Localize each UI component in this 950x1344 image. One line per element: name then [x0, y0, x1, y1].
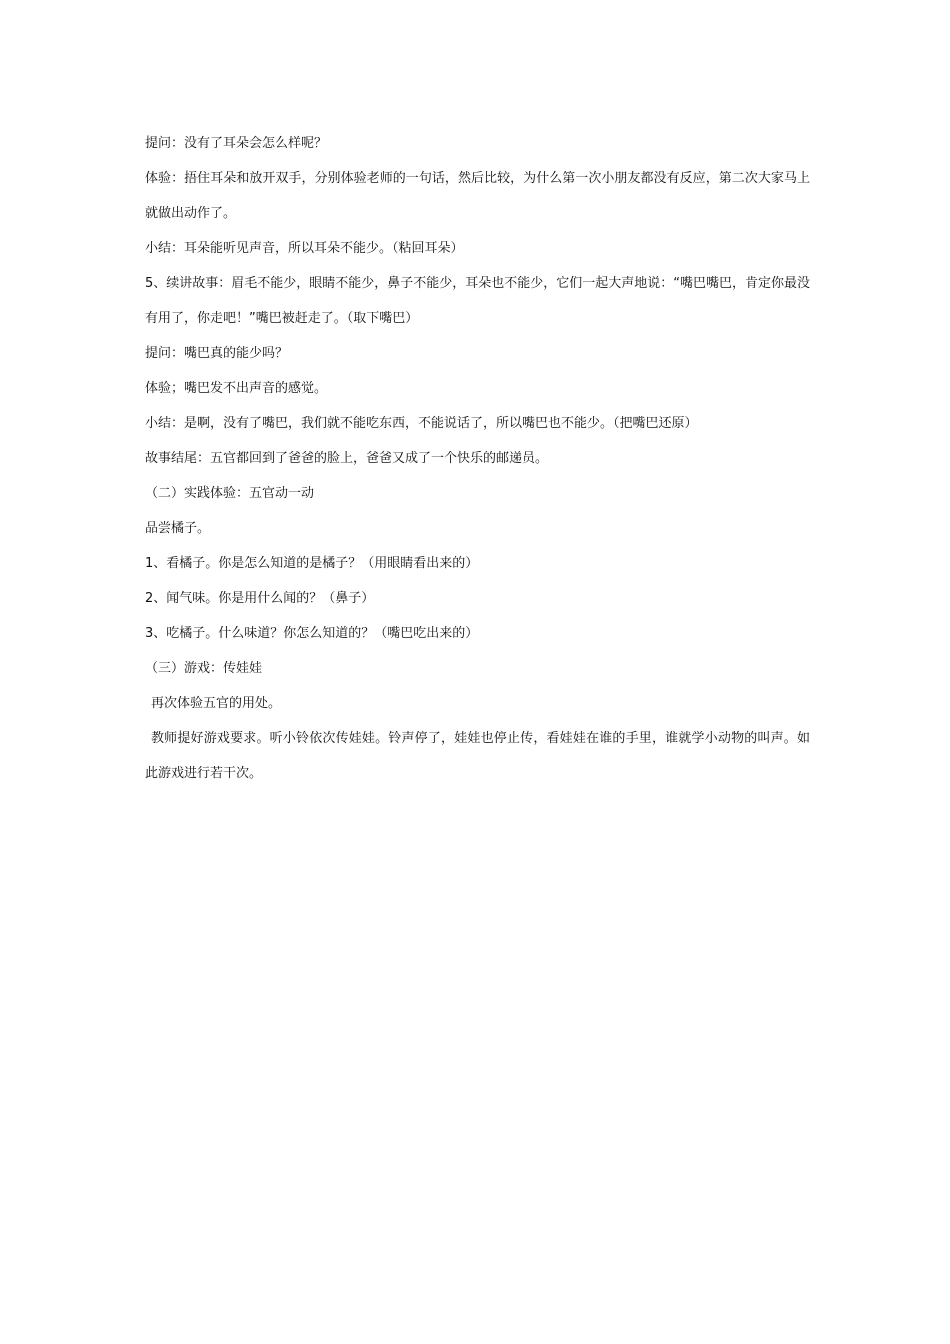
paragraph-experience-mouth: 体验；嘴巴发不出声音的感觉。: [145, 381, 328, 396]
paragraph-experience-again: 再次体验五官的用处。: [151, 696, 282, 711]
section-heading-practice: （二）实践体验：五官动一动: [145, 486, 315, 501]
section-heading-game: （三）游戏：传娃娃: [145, 661, 263, 676]
paragraph-summary-ears: 小结：耳朵能听见声音，所以耳朵不能少。（粘回耳朵）: [145, 241, 464, 256]
paragraph-question-ears: 提问：没有了耳朵会怎么样呢？: [145, 136, 328, 151]
paragraph-experience-ears: 体验：捂住耳朵和放开双手，分别体验老师的一句话，然后比较，为什么第一次小朋友都没有反应，第二次大家马上就做出动作了。: [145, 171, 810, 221]
document-body: [145, 126, 810, 791]
paragraph-taste-orange: 品尝橘子。: [145, 521, 211, 536]
list-item-eat-orange: 3、吃橘子。什么味道？你怎么知道的？（嘴巴吃出来的）: [145, 626, 479, 641]
paragraph-question-mouth: 提问：嘴巴真的能少吗？: [145, 346, 289, 361]
paragraph-story-ending: 故事结尾：五官都回到了爸爸的脸上，爸爸又成了一个快乐的邮递员。: [145, 451, 549, 466]
list-item-smell: 2、闻气味。你是用什么闻的？（鼻子）: [145, 591, 375, 606]
paragraph-story-continue: 5、续讲故事：眉毛不能少，眼睛不能少，鼻子不能少，耳朵也不能少，它们一起大声地说：“嘴巴嘴巴，肯定你最没有用了，你走吧！”嘴巴被赶走了。（取下嘴巴）: [145, 276, 811, 326]
paragraph-summary-mouth: 小结：是啊，没有了嘴巴，我们就不能吃东西，不能说话了，所以嘴巴也不能少。（把嘴巴还原）: [145, 416, 698, 431]
list-item-look-orange: 1、看橘子。你是怎么知道的是橘子？（用眼睛看出来的）: [145, 556, 479, 571]
paragraph-game-rules: 教师提好游戏要求。听小铃依次传娃娃。铃声停了，娃娃也停止传，看娃娃在谁的手里，谁就学小动物的叫声。如此游戏进行若干次。: [145, 731, 810, 781]
